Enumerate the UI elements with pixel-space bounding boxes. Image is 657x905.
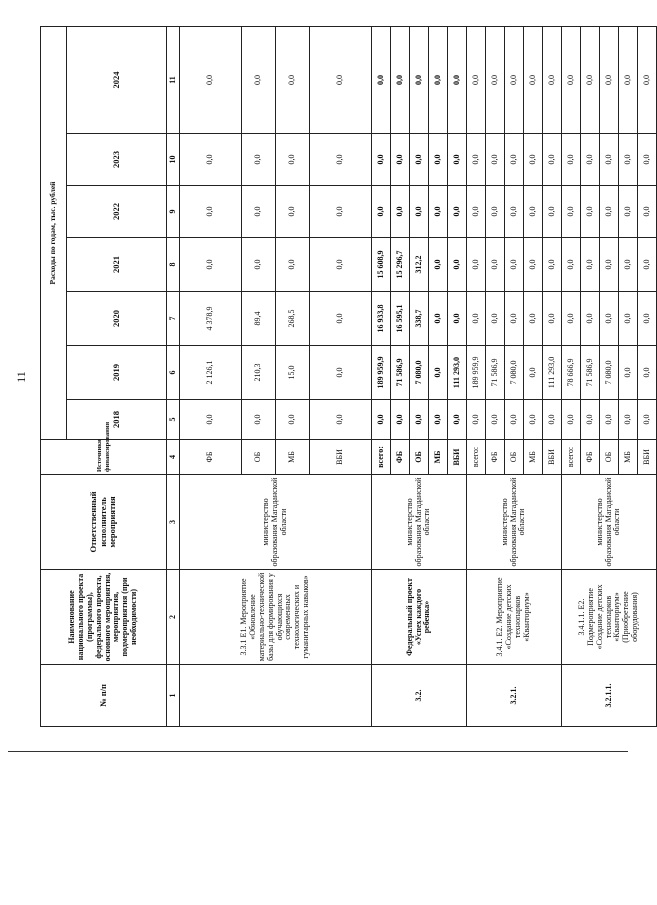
value-cell: 0,0 xyxy=(276,186,310,238)
page-number: 11 xyxy=(14,371,28,383)
value-cell: 0,0 xyxy=(581,400,600,440)
value-cell: 0,0 xyxy=(638,186,657,238)
value-cell: 0,0 xyxy=(600,292,619,346)
value-cell: 0,0 xyxy=(619,292,638,346)
value-cell: 0,0 xyxy=(543,400,562,440)
value-cell: 71 586,9 xyxy=(486,346,505,400)
value-cell: 0,0 xyxy=(429,238,448,292)
funding-source: ВБИ xyxy=(310,440,372,475)
value-cell: 4 378,9 xyxy=(180,292,242,346)
funding-source: всего: xyxy=(467,440,486,475)
header-year: 2019 xyxy=(67,346,167,400)
value-cell: 0,0 xyxy=(600,27,619,134)
value-cell: 0,0 xyxy=(180,400,242,440)
value-cell: 0,0 xyxy=(505,134,524,186)
header-year: 2018 xyxy=(67,400,167,440)
value-cell: 0,0 xyxy=(429,186,448,238)
value-cell: 0,0 xyxy=(486,186,505,238)
value-cell: 0,0 xyxy=(581,186,600,238)
value-cell: 0,0 xyxy=(486,292,505,346)
value-cell: 0,0 xyxy=(310,400,372,440)
column-number: 10 xyxy=(167,134,180,186)
header-no: № п/п xyxy=(41,665,167,727)
value-cell: 0,0 xyxy=(242,400,276,440)
budget-table xyxy=(40,26,657,727)
value-cell: 111 293,0 xyxy=(543,346,562,400)
value-cell: 0,0 xyxy=(276,27,310,134)
row-name: 3.4.1.1. E2. Подмероприятие «Создание детских технопарков «Кванториум» (Приобретение оборудования) xyxy=(562,570,657,665)
value-cell: 0,0 xyxy=(524,400,543,440)
value-cell: 0,0 xyxy=(310,346,372,400)
value-cell: 0,0 xyxy=(581,238,600,292)
table-row xyxy=(467,27,486,727)
value-cell: 7 080,0 xyxy=(410,346,429,400)
value-cell: 0,0 xyxy=(467,134,486,186)
value-cell: 0,0 xyxy=(562,292,581,346)
value-cell: 0,0 xyxy=(638,238,657,292)
value-cell: 0,0 xyxy=(310,186,372,238)
value-cell: 0,0 xyxy=(505,400,524,440)
value-cell: 0,0 xyxy=(180,238,242,292)
value-cell: 0,0 xyxy=(242,134,276,186)
row-executor: министерство образования Магаданской области xyxy=(467,475,562,570)
table-row xyxy=(180,27,242,727)
value-cell: 0,0 xyxy=(524,346,543,400)
row-name: 3.3.1 E1. Мероприятие «Обновление материально-технической базы для формирования у обучающихся современных технологических и гуманитарных навыков» xyxy=(180,570,372,665)
header-year: 2021 xyxy=(67,238,167,292)
value-cell: 15 608,9 xyxy=(372,238,391,292)
value-cell: 0,0 xyxy=(180,27,242,134)
value-cell: 0,0 xyxy=(391,134,410,186)
value-cell: 338,7 xyxy=(410,292,429,346)
row-name: Федеральный проект «Успех каждого ребенка» xyxy=(372,570,467,665)
funding-source: ОБ xyxy=(600,440,619,475)
value-cell: 0,0 xyxy=(524,238,543,292)
value-cell: 0,0 xyxy=(310,292,372,346)
value-cell: 268,5 xyxy=(276,292,310,346)
value-cell: 0,0 xyxy=(562,238,581,292)
value-cell: 0,0 xyxy=(448,400,467,440)
value-cell: 16 933,8 xyxy=(372,292,391,346)
value-cell: 0,0 xyxy=(448,292,467,346)
funding-source: ФБ xyxy=(486,440,505,475)
value-cell: 0,0 xyxy=(619,346,638,400)
value-cell: 16 595,1 xyxy=(391,292,410,346)
table-row xyxy=(562,27,581,727)
value-cell: 312,2 xyxy=(410,238,429,292)
value-cell: 0,0 xyxy=(581,134,600,186)
value-cell: 0,0 xyxy=(180,134,242,186)
funding-source: ОБ xyxy=(505,440,524,475)
header-year: 2020 xyxy=(67,292,167,346)
value-cell: 0,0 xyxy=(467,186,486,238)
value-cell: 0,0 xyxy=(581,292,600,346)
row-executor: министерство образования Магаданской области xyxy=(180,475,372,570)
funding-source: ОБ xyxy=(242,440,276,475)
value-cell: 0,0 xyxy=(562,134,581,186)
row-number: 3.2.1.1. xyxy=(562,665,657,727)
value-cell: 78 666,9 xyxy=(562,346,581,400)
value-cell: 0,0 xyxy=(310,238,372,292)
value-cell: 0,0 xyxy=(638,346,657,400)
value-cell: 2 126,1 xyxy=(180,346,242,400)
value-cell: 0,0 xyxy=(372,27,391,134)
value-cell: 0,0 xyxy=(180,186,242,238)
table-row xyxy=(372,27,391,727)
header-executor: Ответственный исполнитель мероприятия xyxy=(41,475,167,570)
column-number: 9 xyxy=(167,186,180,238)
value-cell: 0,0 xyxy=(467,238,486,292)
value-cell: 0,0 xyxy=(524,292,543,346)
value-cell: 0,0 xyxy=(619,134,638,186)
header-costs: Расходы по годам, тыс. рублей xyxy=(41,27,67,440)
row-executor: министерство образования Магаданской области xyxy=(562,475,657,570)
value-cell: 0,0 xyxy=(543,292,562,346)
value-cell: 0,0 xyxy=(310,27,372,134)
funding-source: ОБ xyxy=(410,440,429,475)
value-cell: 0,0 xyxy=(410,27,429,134)
value-cell: 0,0 xyxy=(600,134,619,186)
value-cell: 0,0 xyxy=(600,400,619,440)
value-cell: 210,3 xyxy=(242,346,276,400)
column-number: 8 xyxy=(167,238,180,292)
value-cell: 71 586,9 xyxy=(581,346,600,400)
value-cell: 0,0 xyxy=(505,238,524,292)
value-cell: 7 080,0 xyxy=(600,346,619,400)
column-number: 7 xyxy=(167,292,180,346)
funding-source: ФБ xyxy=(581,440,600,475)
value-cell: 0,0 xyxy=(543,186,562,238)
value-cell: 0,0 xyxy=(524,27,543,134)
column-number: 11 xyxy=(167,27,180,134)
value-cell: 0,0 xyxy=(429,346,448,400)
value-cell: 0,0 xyxy=(448,186,467,238)
header-year: 2022 xyxy=(67,186,167,238)
value-cell: 0,0 xyxy=(562,27,581,134)
value-cell: 0,0 xyxy=(448,27,467,134)
value-cell: 189 959,9 xyxy=(372,346,391,400)
value-cell: 15 296,7 xyxy=(391,238,410,292)
row-number xyxy=(180,665,372,727)
rotated-content xyxy=(14,27,651,727)
column-number: 1 xyxy=(167,665,180,727)
value-cell: 89,4 xyxy=(242,292,276,346)
funding-source: ВБИ xyxy=(638,440,657,475)
value-cell: 71 586,9 xyxy=(391,346,410,400)
row-name: 3.4.1. E2. Мероприятие «Создание детских технопарков «Кванториум» xyxy=(467,570,562,665)
value-cell: 0,0 xyxy=(619,400,638,440)
value-cell: 0,0 xyxy=(600,186,619,238)
column-number: 3 xyxy=(167,475,180,570)
value-cell: 15,0 xyxy=(276,346,310,400)
value-cell: 0,0 xyxy=(242,27,276,134)
header-year: 2023 xyxy=(67,134,167,186)
value-cell: 0,0 xyxy=(276,400,310,440)
value-cell: 0,0 xyxy=(372,186,391,238)
value-cell: 0,0 xyxy=(372,400,391,440)
value-cell: 0,0 xyxy=(638,134,657,186)
value-cell: 0,0 xyxy=(391,27,410,134)
value-cell: 0,0 xyxy=(410,134,429,186)
value-cell: 0,0 xyxy=(276,238,310,292)
row-number: 3.2. xyxy=(372,665,467,727)
value-cell: 0,0 xyxy=(448,238,467,292)
value-cell: 0,0 xyxy=(429,292,448,346)
value-cell: 0,0 xyxy=(310,134,372,186)
value-cell: 0,0 xyxy=(543,134,562,186)
funding-source: МБ xyxy=(524,440,543,475)
value-cell: 0,0 xyxy=(619,238,638,292)
header-source: Источники финансирования xyxy=(41,440,167,475)
value-cell: 0,0 xyxy=(467,400,486,440)
value-cell: 0,0 xyxy=(486,238,505,292)
value-cell: 0,0 xyxy=(410,400,429,440)
funding-source: ФБ xyxy=(391,440,410,475)
header-year: 2024 xyxy=(67,27,167,134)
value-cell: 0,0 xyxy=(242,238,276,292)
value-cell: 0,0 xyxy=(429,400,448,440)
value-cell: 0,0 xyxy=(543,238,562,292)
header-name: Наименование национального проекта (программы), федерального проекта, основного мероприятия, мероприятия, подмероприятия (при необходимости) xyxy=(41,570,167,665)
column-number: 6 xyxy=(167,346,180,400)
funding-source: ВБИ xyxy=(448,440,467,475)
value-cell: 0,0 xyxy=(486,27,505,134)
value-cell: 0,0 xyxy=(391,400,410,440)
funding-source: МБ xyxy=(429,440,448,475)
column-number: 4 xyxy=(167,440,180,475)
value-cell: 0,0 xyxy=(524,134,543,186)
value-cell: 0,0 xyxy=(638,400,657,440)
value-cell: 0,0 xyxy=(581,27,600,134)
value-cell: 0,0 xyxy=(562,400,581,440)
funding-source: ФБ xyxy=(180,440,242,475)
value-cell: 0,0 xyxy=(562,186,581,238)
value-cell: 0,0 xyxy=(242,186,276,238)
column-number: 2 xyxy=(167,570,180,665)
value-cell: 0,0 xyxy=(410,186,429,238)
page-rule xyxy=(8,751,628,752)
value-cell: 0,0 xyxy=(467,27,486,134)
value-cell: 0,0 xyxy=(486,134,505,186)
value-cell: 0,0 xyxy=(505,292,524,346)
funding-source: ВБИ xyxy=(543,440,562,475)
value-cell: 0,0 xyxy=(638,292,657,346)
value-cell: 0,0 xyxy=(429,134,448,186)
row-executor: министерство образования Магаданской области xyxy=(372,475,467,570)
value-cell: 0,0 xyxy=(391,186,410,238)
value-cell: 0,0 xyxy=(505,27,524,134)
value-cell: 0,0 xyxy=(486,400,505,440)
value-cell: 0,0 xyxy=(619,27,638,134)
value-cell: 0,0 xyxy=(276,134,310,186)
funding-source: всего: xyxy=(372,440,391,475)
value-cell: 0,0 xyxy=(638,27,657,134)
row-number: 3.2.1. xyxy=(467,665,562,727)
value-cell: 0,0 xyxy=(619,186,638,238)
value-cell: 7 080,0 xyxy=(505,346,524,400)
funding-source: МБ xyxy=(619,440,638,475)
value-cell: 0,0 xyxy=(429,27,448,134)
funding-source: всего: xyxy=(562,440,581,475)
value-cell: 0,0 xyxy=(372,134,391,186)
value-cell: 0,0 xyxy=(600,238,619,292)
value-cell: 0,0 xyxy=(448,134,467,186)
value-cell: 189 959,9 xyxy=(467,346,486,400)
value-cell: 0,0 xyxy=(505,186,524,238)
value-cell: 0,0 xyxy=(524,186,543,238)
funding-source: МБ xyxy=(276,440,310,475)
value-cell: 0,0 xyxy=(467,292,486,346)
value-cell: 0,0 xyxy=(543,27,562,134)
column-number: 5 xyxy=(167,400,180,440)
value-cell: 111 293,0 xyxy=(448,346,467,400)
